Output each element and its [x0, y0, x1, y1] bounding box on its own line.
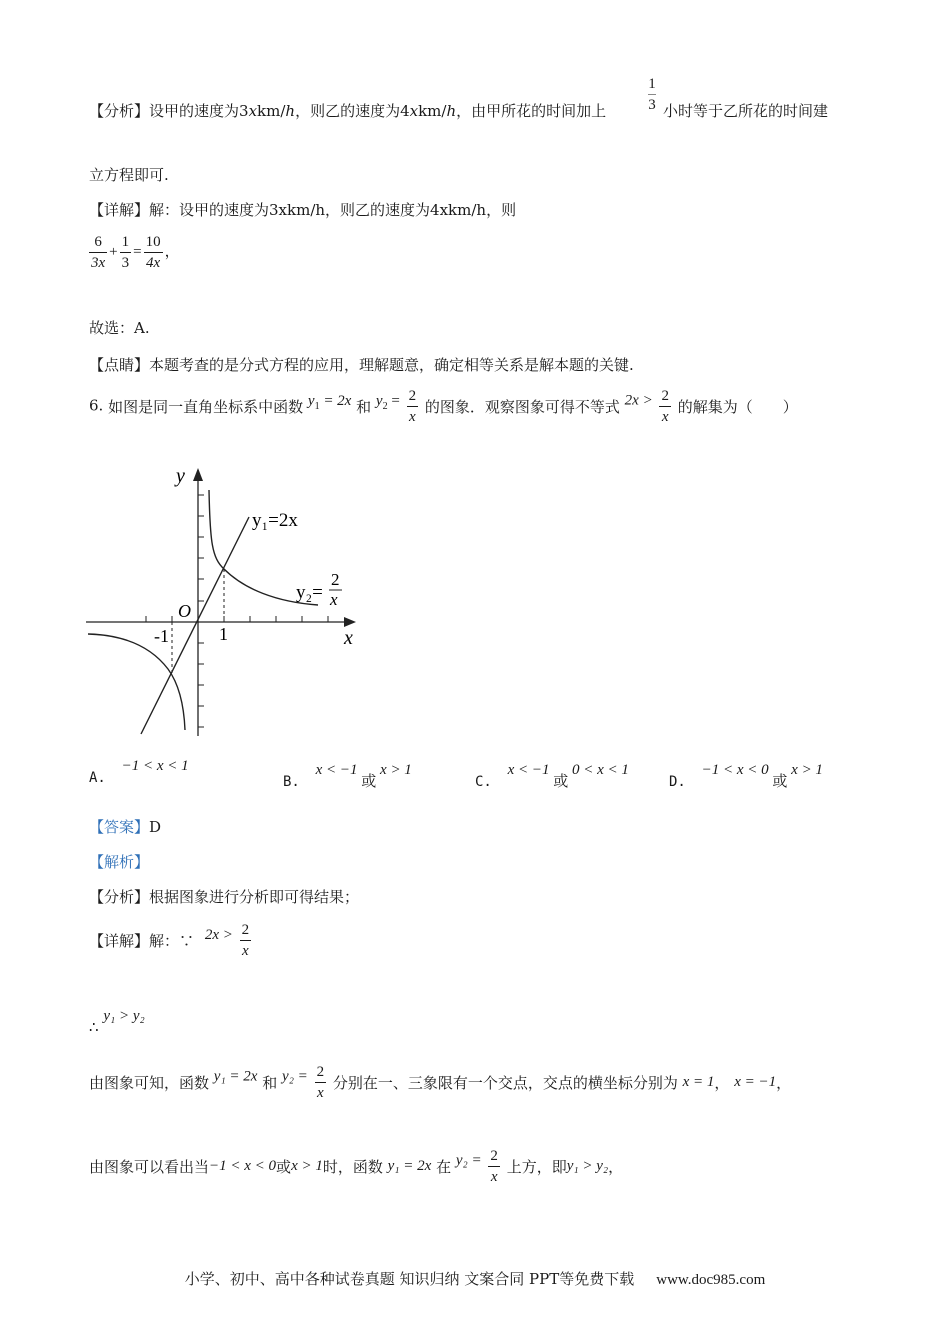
- footer-url[interactable]: www.doc985.com: [656, 1272, 766, 1288]
- answer-line: [89, 816, 161, 837]
- para1-line: 由图象可知，函数 y₁ = 2x 和 y₂ = $\frac{2}{x}$ 分别在一、三象限有一个交点，交点的横坐标分别为 x = 1， x = −1，: [89, 1064, 792, 1101]
- therefore-line: ∴ y₁ > y₂: [89, 1008, 145, 1036]
- x-axis-arrow: [344, 617, 356, 627]
- comment-line: 【点睛】本题考查的是分式方程的应用，理解题意，确定相等关系是解本题的关键.: [89, 356, 634, 374]
- choice-line: 故选：A.: [89, 319, 150, 337]
- tick-label-1: 1: [219, 624, 228, 644]
- analysis-tag: 【分析】: [89, 102, 150, 120]
- curve-label-num: 2: [331, 570, 340, 589]
- curve-label: y₂=: [296, 582, 323, 603]
- line-label: y₁=2x: [252, 510, 298, 531]
- para2-line: 由图象可以看出当−1 < x < 0或x > 1时，函数 y₁ = 2x 在 y₂ = $\frac{2}{x}$ 上方，即y₁ > y₂，: [89, 1148, 624, 1185]
- analysis2-line: 【分析】根据图象进行分析即可得结果；: [89, 888, 360, 906]
- question-6: 6. 如图是同一直角坐标系中函数 $y_1 = 2x$ 和 $y_2$ = $\frac{2}{x}$ 的图象．观察图象可得不等式 2x > $\frac{2}{x}$ 的解集为（ ）: [89, 388, 798, 425]
- curve-y2-q3: [88, 634, 185, 730]
- answer-tag: 【答案】: [89, 818, 150, 836]
- detail-line: 【详解】解：设甲的速度为3xkm/h，则乙的速度为4xkm/h，则: [89, 201, 517, 219]
- detail-tag: 【详解】: [89, 201, 150, 219]
- function-graph: [86, 462, 376, 744]
- footer-text: 小学、初中、高中各种试卷真题 知识归纳 文案合同 PPT等免费下载: [184, 1270, 635, 1288]
- page-footer: [0, 1268, 950, 1289]
- curve-label-den: x: [330, 590, 338, 609]
- analysis-line-2: 立方程即可.: [89, 166, 169, 184]
- fraction-one-third: 1 3: [648, 76, 656, 113]
- detail2-line: 【详解】解：∵ 2x > $\frac{2}{x}$: [89, 922, 250, 959]
- jiexi-tag: 【解析】: [89, 853, 150, 871]
- option-c[interactable]: C. x < −1 或 0 < x < 1: [475, 762, 629, 790]
- option-d[interactable]: D. −1 < x < 0 或 x > 1: [669, 762, 823, 790]
- option-a[interactable]: A. −1 < x < 1: [89, 758, 189, 786]
- analysis-line-1-tail: 小时等于乙所花的时间建: [663, 102, 829, 120]
- analysis-line-1: 【分析】设甲的速度为3xkm/h，则乙的速度为4xkm/h，由甲所花的时间加上: [89, 102, 607, 120]
- y-axis-label: y: [176, 465, 185, 487]
- tick-label-neg1: -1: [154, 626, 169, 646]
- origin-label: O: [178, 601, 191, 621]
- option-b[interactable]: B. x < −1 或 x > 1: [283, 762, 412, 790]
- x-axis-label: x: [344, 627, 353, 649]
- answer-value: D: [149, 818, 162, 836]
- equation: $\frac{6}{3x}$ + $\frac{1}{3}$ = $\frac{10}{4x}$ ，: [91, 234, 180, 271]
- comment-tag: 【点睛】: [89, 356, 150, 374]
- y-axis-arrow: [193, 468, 203, 481]
